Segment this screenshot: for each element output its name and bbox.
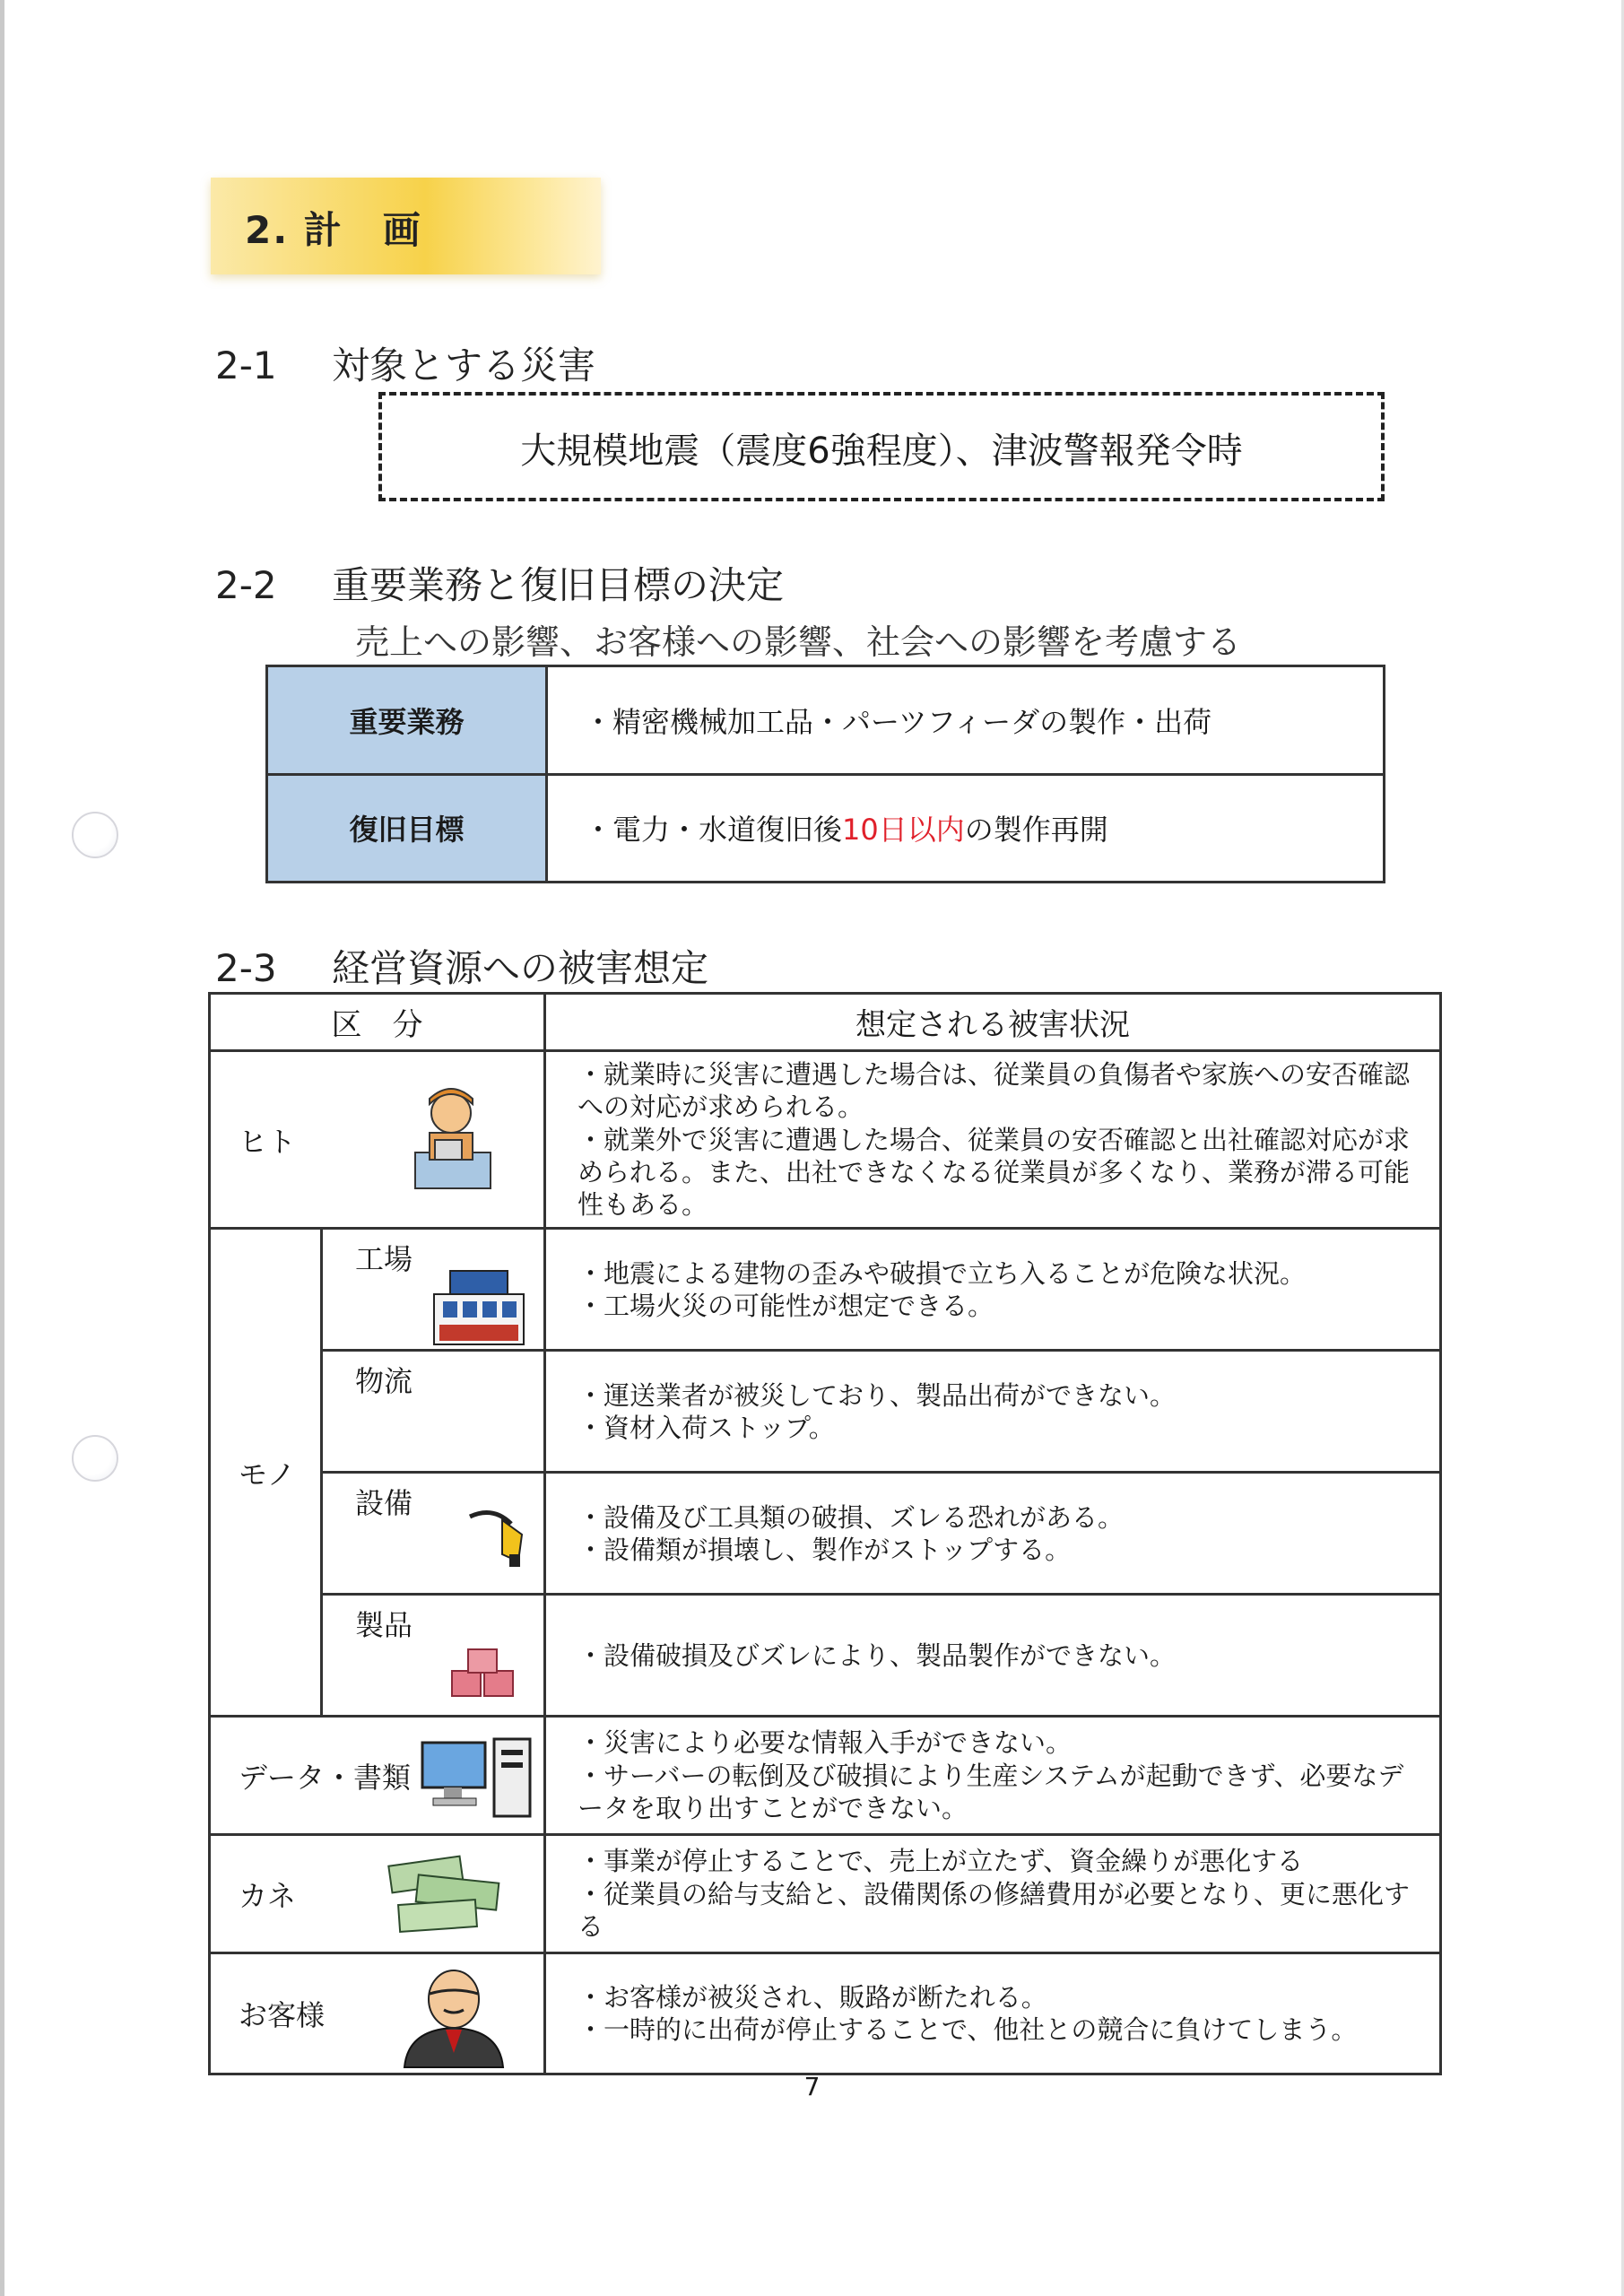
damage-line: ・資材入荷ストップ。 — [578, 1412, 835, 1443]
subcategory-cell — [322, 1229, 545, 1351]
table-row — [267, 666, 1385, 775]
subcategory-label: 工場 — [355, 1242, 413, 1277]
damage-cell — [545, 1717, 1441, 1835]
row-label: 復旧目標 — [267, 774, 547, 883]
factory-building-icon — [430, 1262, 527, 1348]
category-label: お客様 — [239, 1998, 326, 2033]
value-pre: ・電力・水道復旧後 — [584, 813, 843, 848]
table-row — [210, 1835, 1441, 1953]
worker-carrying-box-icon — [399, 1081, 498, 1196]
section-heading-band — [211, 178, 601, 274]
section-2-1-title — [215, 336, 595, 390]
fuel-nozzle-icon — [466, 1499, 533, 1570]
subcategory-label: 設備 — [355, 1486, 413, 1521]
page-number: 7 — [803, 2072, 821, 2101]
table-row — [210, 1473, 1441, 1595]
damage-cell — [545, 1953, 1441, 2074]
damage-line: ・お客様が被災され、販路が断たれる。 — [578, 1982, 1047, 2013]
damage-line: ・設備及び工具類の破損、ズレる恐れがある。 — [578, 1501, 1125, 1533]
category-cell — [210, 1229, 322, 1717]
businessman-customer-icon — [395, 1963, 512, 2069]
table-header-row — [210, 994, 1441, 1051]
table-row — [210, 1595, 1441, 1717]
category-label: ヒト — [239, 1124, 297, 1159]
section-number: 2-1 — [215, 344, 277, 387]
column-header-damage: 想定される被害状況 — [545, 994, 1441, 1051]
subcategory-cell — [322, 1351, 545, 1473]
section-2-3-title — [215, 939, 708, 993]
category-cell — [210, 1051, 545, 1229]
value-post: の製作再開 — [964, 813, 1108, 848]
damage-cell — [545, 1595, 1441, 1717]
punch-hole-icon — [72, 1435, 118, 1482]
damage-line: ・一時的に出荷が停止することで、他社との競合に負けてしまう。 — [578, 2014, 1358, 2046]
damage-line: ・運送業者が被災しており、製品出荷ができない。 — [578, 1379, 1177, 1411]
section-number: 2-3 — [215, 946, 277, 990]
damage-line: ・就業時に災害に遭遇した場合は、従業員の負傷者や家族への安否確認への対応が求められる。 — [578, 1059, 1411, 1123]
row-value: ・精密機械加工品・パーツフィーダの製作・出荷 — [547, 666, 1385, 775]
consideration-note: 売上への影響、お客様への影響、社会への影響を考慮する — [355, 622, 1242, 662]
important-business-table — [265, 665, 1385, 883]
row-label: 重要業務 — [267, 666, 547, 775]
section-2-2-title — [215, 556, 784, 610]
category-label: モノ — [239, 1457, 296, 1492]
damage-line: ・従業員の給与支給と、設備関係の修繕費用が必要となり、更に悪化する — [578, 1878, 1411, 1942]
damage-cell — [545, 1473, 1441, 1595]
category-cell — [210, 1717, 545, 1835]
category-cell — [210, 1953, 545, 2074]
page-edge-left — [0, 0, 4, 2296]
damage-cell — [545, 1051, 1441, 1229]
section-heading: 2. 計 画 — [245, 208, 422, 252]
subcategory-label: 物流 — [355, 1364, 413, 1399]
section-title-text: 経営資源への被害想定 — [332, 946, 709, 990]
product-boxes-icon — [448, 1648, 520, 1701]
damage-line: ・地震による建物の歪みや破損で立ち入ることが危険な状況。 — [578, 1257, 1307, 1289]
damage-assumption-table — [208, 992, 1442, 2075]
category-cell — [210, 1835, 545, 1953]
banknote-bundles-icon — [381, 1852, 516, 1942]
section-title-text: 重要業務と復旧目標の決定 — [332, 563, 785, 607]
column-header-category: 区 分 — [210, 994, 545, 1051]
damage-line: ・就業外で災害に遭遇した場合、従業員の安否確認と出社確認対応が求められる。また、出社できなくなる従業員が多くなり、業務が滞る可能性もある。 — [578, 1124, 1411, 1220]
row-value — [547, 774, 1385, 883]
disaster-target-text: 大規模地震（震度6強程度）、津波警報発令時 — [520, 430, 1243, 472]
table-row — [267, 774, 1385, 883]
table-row — [210, 1717, 1441, 1835]
section-title-text: 対象とする災害 — [332, 344, 596, 387]
punch-hole-icon — [72, 812, 118, 858]
damage-line: ・サーバーの転倒及び破損により生産システムが起動できず、必要なデータを取り出すことができない。 — [578, 1760, 1404, 1823]
value-highlight: 10日以内 — [842, 813, 965, 848]
damage-cell — [545, 1351, 1441, 1473]
table-row — [210, 1351, 1441, 1473]
table-row — [210, 1229, 1441, 1351]
disaster-target-box — [378, 392, 1385, 501]
subcategory-label: 製品 — [355, 1608, 413, 1643]
damage-line: ・設備類が損壊し、製作がストップする。 — [578, 1534, 1072, 1565]
computer-server-icon — [419, 1735, 535, 1822]
damage-cell — [545, 1229, 1441, 1351]
table-row — [210, 1051, 1441, 1229]
category-label: カネ — [239, 1878, 297, 1913]
damage-line: ・事業が停止することで、売上が立たず、資金繰りが悪化する — [578, 1846, 1304, 1877]
table-row — [210, 1953, 1441, 2074]
subcategory-cell — [322, 1473, 545, 1595]
damage-line: ・災害により必要な情報入手ができない。 — [578, 1727, 1073, 1759]
damage-line: ・設備破損及びズレにより、製品製作ができない。 — [578, 1639, 1177, 1671]
section-number: 2-2 — [215, 563, 277, 607]
category-label: データ・書類 — [239, 1760, 412, 1795]
subcategory-cell — [322, 1595, 545, 1717]
damage-line: ・工場火災の可能性が想定できる。 — [578, 1290, 994, 1321]
damage-cell — [545, 1835, 1441, 1953]
